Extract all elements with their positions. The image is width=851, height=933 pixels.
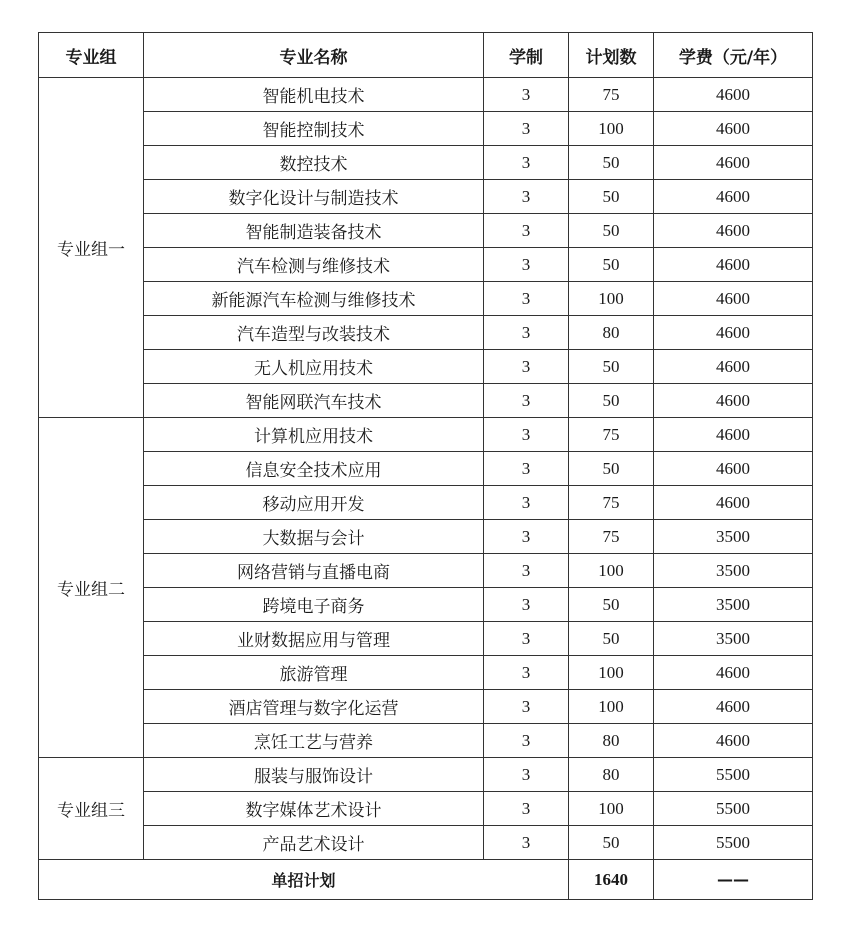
major-name: 数字化设计与制造技术 [144, 180, 484, 214]
plan-cell: 50 [569, 588, 654, 622]
footer-label: 单招计划 [39, 860, 569, 900]
major-name: 大数据与会计 [144, 520, 484, 554]
fee-cell: 3500 [654, 520, 813, 554]
plan-cell: 50 [569, 248, 654, 282]
major-name: 服装与服饰设计 [144, 758, 484, 792]
plan-cell: 50 [569, 452, 654, 486]
plan-cell: 100 [569, 792, 654, 826]
major-name: 无人机应用技术 [144, 350, 484, 384]
duration-cell: 3 [484, 758, 569, 792]
plan-cell: 50 [569, 826, 654, 860]
fee-cell: 3500 [654, 588, 813, 622]
duration-cell: 3 [484, 554, 569, 588]
plan-cell: 50 [569, 384, 654, 418]
major-name: 网络营销与直播电商 [144, 554, 484, 588]
major-name: 数控技术 [144, 146, 484, 180]
major-name: 产品艺术设计 [144, 826, 484, 860]
plan-cell: 75 [569, 520, 654, 554]
duration-cell: 3 [484, 282, 569, 316]
fee-cell: 4600 [654, 486, 813, 520]
table-row [39, 588, 813, 622]
table-row [39, 554, 813, 588]
table-row [39, 384, 813, 418]
table-row [39, 282, 813, 316]
plan-cell: 100 [569, 656, 654, 690]
header-group: 专业组 [39, 33, 144, 78]
plan-cell: 100 [569, 690, 654, 724]
fee-cell: 4600 [654, 452, 813, 486]
fee-cell: 4600 [654, 282, 813, 316]
fee-cell: 4600 [654, 350, 813, 384]
major-name: 业财数据应用与管理 [144, 622, 484, 656]
group-label: 专业组二 [39, 418, 144, 758]
duration-cell: 3 [484, 486, 569, 520]
duration-cell: 3 [484, 724, 569, 758]
plan-cell: 75 [569, 486, 654, 520]
fee-cell: 5500 [654, 758, 813, 792]
duration-cell: 3 [484, 452, 569, 486]
table-row [39, 622, 813, 656]
major-name: 移动应用开发 [144, 486, 484, 520]
enrollment-plan-table [38, 32, 813, 900]
table-row [39, 248, 813, 282]
major-name: 跨境电子商务 [144, 588, 484, 622]
footer-row [39, 860, 813, 900]
table-row [39, 418, 813, 452]
major-name: 计算机应用技术 [144, 418, 484, 452]
duration-cell: 3 [484, 588, 569, 622]
header-fee: 学费（元/年） [654, 33, 813, 78]
major-name: 汽车检测与维修技术 [144, 248, 484, 282]
plan-cell: 80 [569, 316, 654, 350]
plan-cell: 80 [569, 724, 654, 758]
table-row [39, 724, 813, 758]
fee-cell: 3500 [654, 622, 813, 656]
duration-cell: 3 [484, 248, 569, 282]
header-name: 专业名称 [144, 33, 484, 78]
fee-cell: 4600 [654, 180, 813, 214]
fee-cell: 4600 [654, 316, 813, 350]
fee-cell: 4600 [654, 214, 813, 248]
footer-total: 1640 [569, 860, 654, 900]
table-row [39, 792, 813, 826]
footer-fee: —— [654, 860, 813, 900]
duration-cell: 3 [484, 384, 569, 418]
major-name: 智能机电技术 [144, 78, 484, 112]
table-row [39, 78, 813, 112]
table-row [39, 690, 813, 724]
plan-cell: 50 [569, 146, 654, 180]
duration-cell: 3 [484, 792, 569, 826]
plan-cell: 50 [569, 622, 654, 656]
major-name: 酒店管理与数字化运营 [144, 690, 484, 724]
plan-cell: 75 [569, 418, 654, 452]
fee-cell: 4600 [654, 690, 813, 724]
duration-cell: 3 [484, 316, 569, 350]
fee-cell: 5500 [654, 792, 813, 826]
duration-cell: 3 [484, 214, 569, 248]
duration-cell: 3 [484, 146, 569, 180]
table-row [39, 112, 813, 146]
header-duration: 学制 [484, 33, 569, 78]
plan-cell: 50 [569, 350, 654, 384]
table-row [39, 146, 813, 180]
major-name: 汽车造型与改装技术 [144, 316, 484, 350]
table-row [39, 214, 813, 248]
major-name: 烹饪工艺与营养 [144, 724, 484, 758]
fee-cell: 3500 [654, 554, 813, 588]
major-name: 智能制造装备技术 [144, 214, 484, 248]
table-row [39, 826, 813, 860]
duration-cell: 3 [484, 112, 569, 146]
fee-cell: 4600 [654, 418, 813, 452]
group-label: 专业组三 [39, 758, 144, 860]
table-row [39, 520, 813, 554]
table-body [39, 78, 813, 860]
fee-cell: 4600 [654, 724, 813, 758]
duration-cell: 3 [484, 78, 569, 112]
duration-cell: 3 [484, 520, 569, 554]
header-plan: 计划数 [569, 33, 654, 78]
major-name: 智能网联汽车技术 [144, 384, 484, 418]
major-name: 智能控制技术 [144, 112, 484, 146]
fee-cell: 4600 [654, 248, 813, 282]
plan-cell: 100 [569, 282, 654, 316]
table-row [39, 486, 813, 520]
major-name: 新能源汽车检测与维修技术 [144, 282, 484, 316]
group-label: 专业组一 [39, 78, 144, 418]
major-name: 数字媒体艺术设计 [144, 792, 484, 826]
table-row [39, 180, 813, 214]
duration-cell: 3 [484, 418, 569, 452]
plan-cell: 75 [569, 78, 654, 112]
fee-cell: 4600 [654, 146, 813, 180]
fee-cell: 4600 [654, 78, 813, 112]
header-row [39, 33, 813, 78]
plan-cell: 50 [569, 214, 654, 248]
major-name: 旅游管理 [144, 656, 484, 690]
plan-cell: 80 [569, 758, 654, 792]
table-row [39, 316, 813, 350]
duration-cell: 3 [484, 826, 569, 860]
duration-cell: 3 [484, 690, 569, 724]
table-row [39, 656, 813, 690]
fee-cell: 4600 [654, 112, 813, 146]
fee-cell: 4600 [654, 384, 813, 418]
table-row [39, 452, 813, 486]
fee-cell: 4600 [654, 656, 813, 690]
duration-cell: 3 [484, 656, 569, 690]
plan-cell: 100 [569, 112, 654, 146]
fee-cell: 5500 [654, 826, 813, 860]
plan-cell: 100 [569, 554, 654, 588]
table-row [39, 758, 813, 792]
major-name: 信息安全技术应用 [144, 452, 484, 486]
plan-cell: 50 [569, 180, 654, 214]
duration-cell: 3 [484, 180, 569, 214]
duration-cell: 3 [484, 622, 569, 656]
duration-cell: 3 [484, 350, 569, 384]
table-row [39, 350, 813, 384]
